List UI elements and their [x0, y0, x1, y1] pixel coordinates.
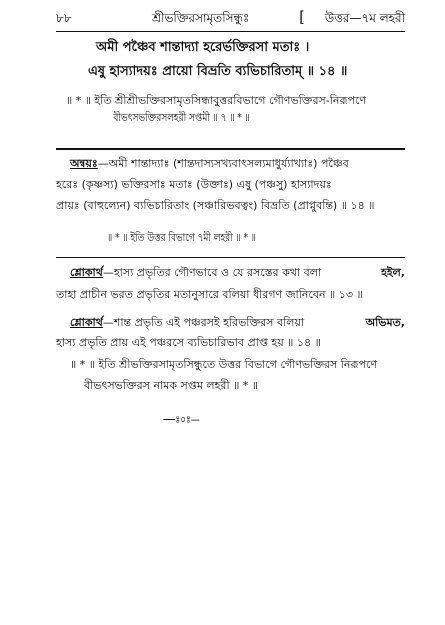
colophon-2-line-1: ॥ * ॥ ইতি শ্রীভক্তিরসামৃতসিন্ধুতে উত্তর বিভাগে গৌণভক্তিরস নিরূপণে: [70, 358, 378, 371]
translation-2-label: শ্লোকার্থ: [70, 316, 103, 329]
translation-2-end: অভিমত,: [365, 316, 405, 329]
book-title: শ্রীভক্তিরসামৃতসিন্ধুঃ: [152, 11, 250, 25]
anvaya-text-1: —অমী শান্তাদ্যাঃ (শান্তদাস্যসখ্যবাৎসল্যমাধুর্য্যাখ্যাঃ) পঞ্চৈব: [97, 157, 349, 170]
verse-line-2: এষু হাস্যাদয়ঃ প্রায়ো বিভ্রতি ব্যভিচারিতাম্ ॥ ১৪ ॥: [88, 64, 348, 79]
anvaya-line-3: প্রায়ঃ (বাহুল্যেন) ব্যভিচারিতাং (সঞ্চারিভবত্বং) বিভ্রতি (প্রাপ্নুবন্তি) ॥ ১৪ ॥: [56, 199, 375, 212]
page-number: ৮৮: [56, 11, 72, 25]
colophon-1-line-1: ॥ * ॥ ইতি শ্রীশ্রীভক্তিরসামৃতসিন্ধাবুত্তরবিভাগে গৌণভক্তিরস-নিরূপণে: [66, 94, 367, 107]
anvaya-line-2: হরেঃ (কৃষ্ণস্য) ভক্তিরসাঃ মতাঃ (উক্তাঃ) এষু (পঞ্চসু) হাস্যাদয়ঃ: [56, 178, 332, 191]
colophon-1-line-2: বীভৎসভক্তিরসলহরী সপ্তমী ॥ ৭ ॥ * ॥: [113, 111, 250, 124]
anvaya-line-1: [70, 155, 349, 174]
verse-line-1: অমী পঞ্চৈব শান্তাদ্যা হরের্ভক্তিরসা মতাঃ ।: [96, 40, 310, 55]
translation-1-label: শ্লোকার্থ: [70, 266, 103, 279]
running-header: [56, 8, 405, 28]
colophon-2-line-2: বীভৎসভক্তিরস নামক সপ্তম লহরী ॥ * ॥: [84, 379, 259, 392]
translation-1-end: হইল,: [381, 266, 405, 279]
translation-2-text: —শান্ত প্রভৃতি এই পঞ্চরসই হরিভক্তিরস বলিয়া: [102, 316, 305, 329]
header-bracket: [: [299, 8, 305, 26]
running-head: উত্তর—৭ম লহরী: [324, 11, 405, 25]
translation-rule: [56, 257, 405, 258]
translation-2-line-2: হাস্য প্রভৃতি প্রায় এই পঞ্চরসে ব্যভিচারিভাব প্রাপ্ত হয় ॥ ১৪ ॥: [56, 336, 321, 349]
section-rule: [56, 148, 405, 150]
section-end-mark: ॥ * ॥ ইতি উত্তর বিভাগে ৭মী লহরী ॥ * ॥: [107, 231, 256, 244]
anvaya-label: অন্বয়ঃ: [70, 157, 98, 170]
translation-1-line-2: তাহা প্রাচীন ভরত প্রভৃতির মতানুসারে বলিয়া ধীরগণ জানিবেন ॥ ১৩ ॥: [56, 288, 363, 301]
header-rule: [56, 31, 405, 32]
translation-1-text: —হাস্য প্রভৃতির গৌণভাবে ও যে রসস্তের কথা বলা: [102, 266, 322, 279]
end-mark: —ঃ০ঃ—: [163, 413, 200, 426]
translation-2-line-1: [70, 314, 304, 333]
translation-1-line-1: [70, 264, 321, 283]
